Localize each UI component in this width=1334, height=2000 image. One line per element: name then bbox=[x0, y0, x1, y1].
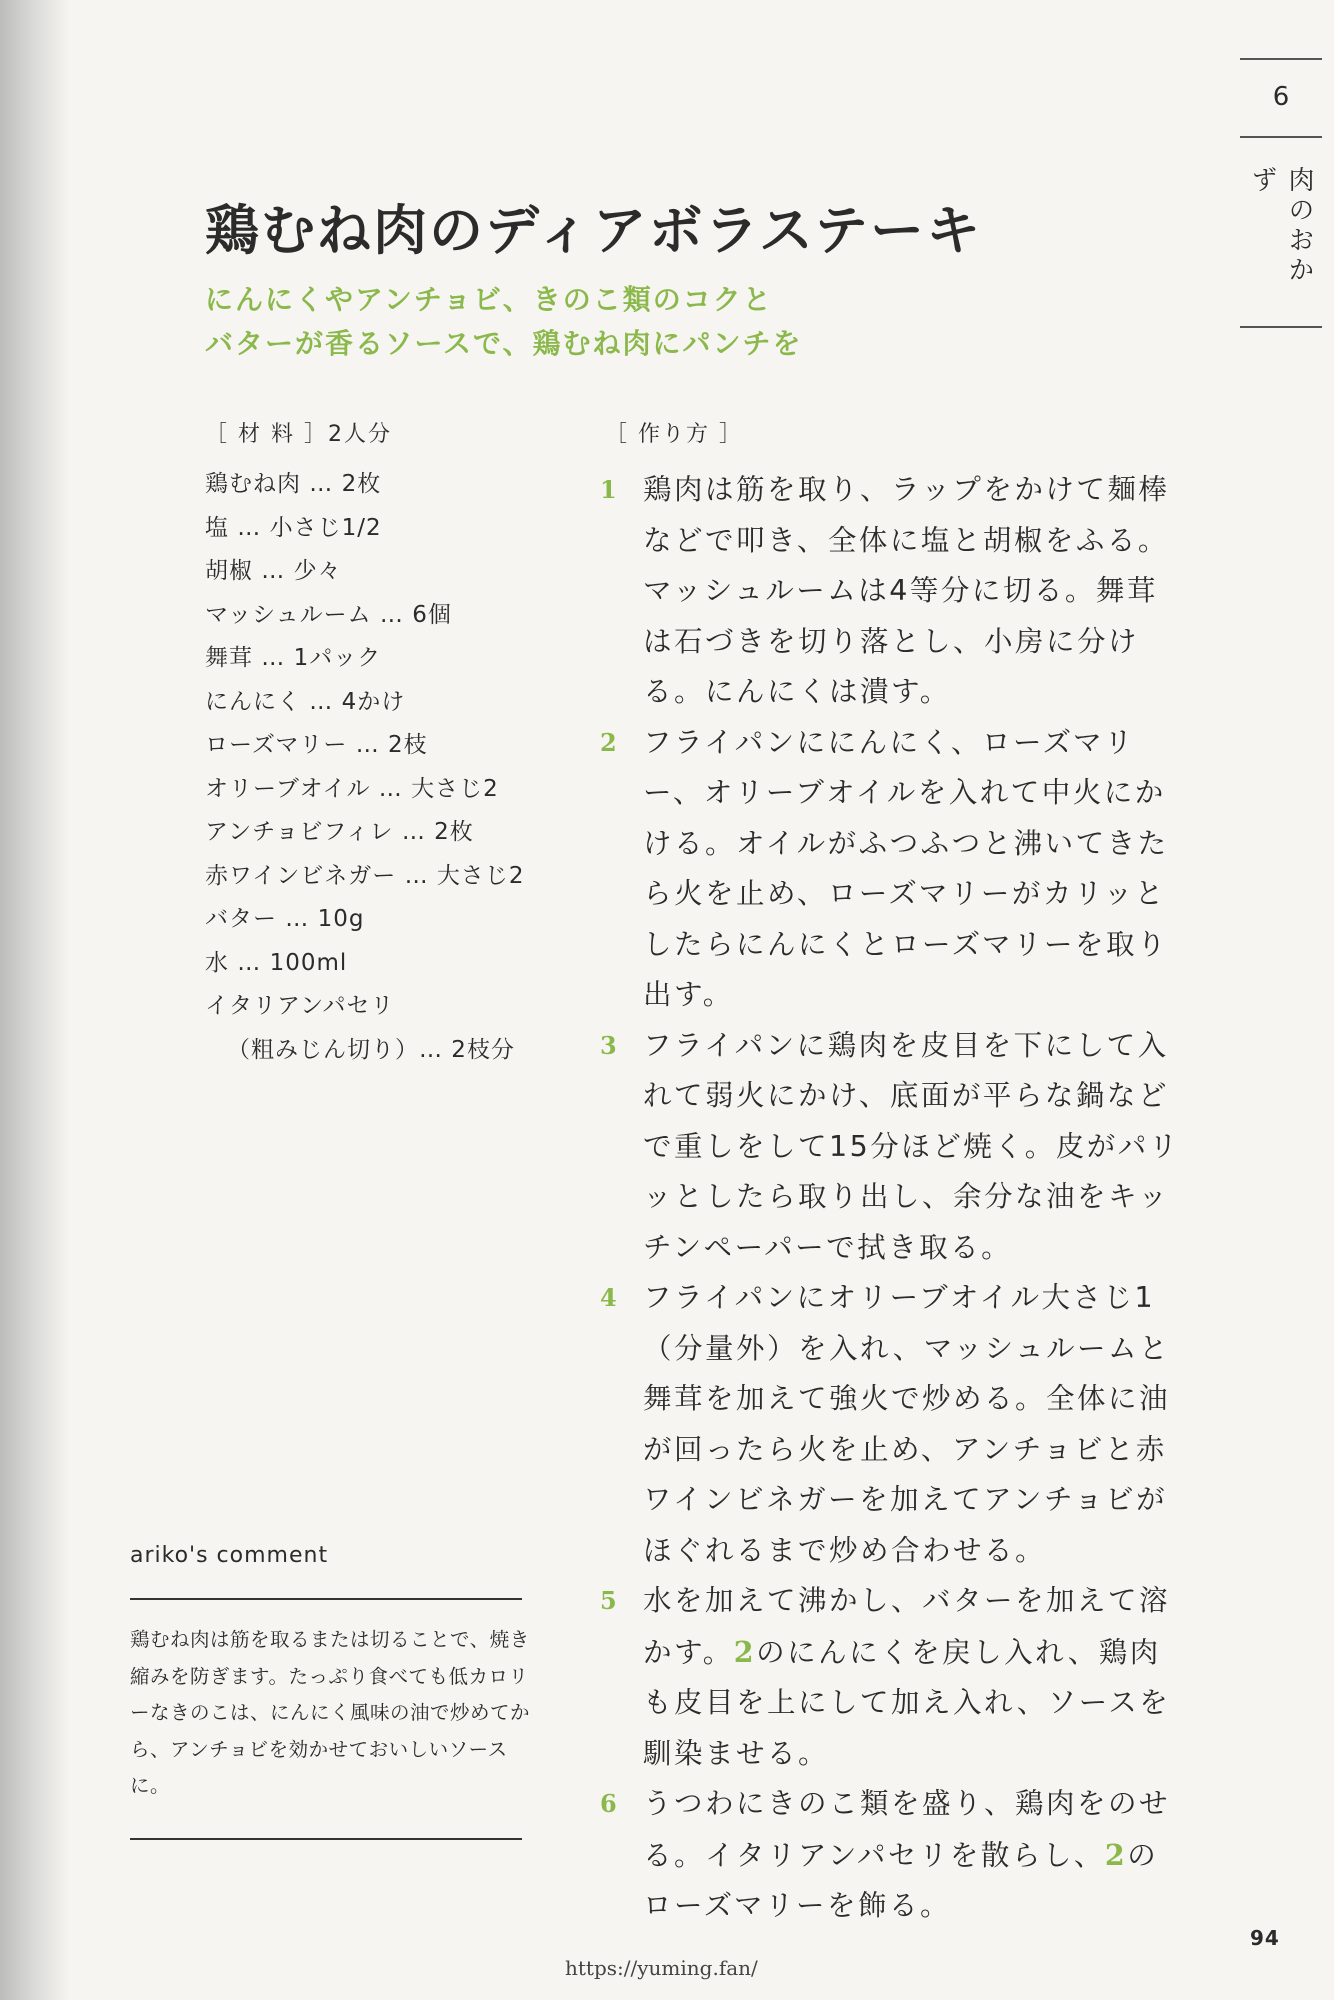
step-text: フライパンににんにく、ローズマリー、オリーブオイルを入れて中火にかける。オイルがふつふつと沸いてきたら火を止め、ローズマリーがカリッとしたらにんにくとローズマリーを取り出す。 bbox=[643, 725, 1169, 1011]
step-text bbox=[643, 1576, 1180, 1779]
chapter-number: 6 bbox=[1272, 82, 1290, 112]
step-text-part: のローズマリーを飾る。 bbox=[643, 1838, 1159, 1922]
ingredient-item: アンチョビフィレ … 2枚 bbox=[205, 819, 474, 845]
ingredient-item: 赤ワインビネガー … 大さじ2 bbox=[205, 862, 525, 889]
method-step bbox=[600, 1779, 1180, 1932]
method-step bbox=[600, 1576, 1180, 1779]
step-number: 4 bbox=[600, 1283, 617, 1312]
ingredient-item: オリーブオイル … 大さじ2 bbox=[205, 775, 499, 802]
ingredient-item: イタリアンパセリ bbox=[205, 993, 395, 1019]
ingredient-item: 鶏むね肉 … 2枚 bbox=[205, 471, 382, 497]
comment-heading: ariko's comment bbox=[130, 1543, 329, 1568]
ingredient-item: マッシュルーム … 6個 bbox=[205, 601, 452, 628]
ingredient-item: 舞茸 … 1パック bbox=[205, 645, 382, 671]
recipe-subtitle bbox=[205, 278, 802, 366]
ingredients-heading: ［ 材 料 ］2人分 bbox=[205, 422, 392, 447]
book-spine-shadow bbox=[0, 0, 70, 2000]
chapter-side-tab bbox=[1240, 58, 1322, 328]
comment-top-rule bbox=[130, 1598, 522, 1600]
step-text bbox=[643, 1779, 1180, 1932]
divider bbox=[1240, 326, 1322, 328]
step-text: 鶏肉は筋を取り、ラップをかけて麺棒などで叩き、全体に塩と胡椒をふる。マッシュルームは4等分に切る。舞茸は石づきを切り落とし、小房に分ける。にんにくは潰す。 bbox=[643, 473, 1170, 708]
step-text: フライパンにオリーブオイル大さじ1（分量外）を入れ、マッシュルームと舞茸を加えて強火で炒める。全体に油が回ったら火を止め、アンチョビと赤ワインビネガーを加えてアンチョビがほぐれるまで炒め合わせる。 bbox=[643, 1281, 1171, 1567]
ingredients-list bbox=[205, 463, 525, 1072]
method-heading: ［ 作り方 ］ bbox=[605, 422, 743, 447]
step-text-part: 水を加えて沸かし、バターを加えて溶かす。 bbox=[643, 1584, 1171, 1669]
ingredient-item: 胡椒 … 少々 bbox=[205, 558, 342, 584]
method-step bbox=[600, 718, 1180, 1021]
page-number: 94 bbox=[1250, 1926, 1280, 1950]
ingredient-item: にんにく … 4かけ bbox=[205, 688, 406, 715]
comment-text: 鶏むね肉は筋を取るまたは切ることで、焼き縮みを防ぎます。たっぷり食べても低カロリーなきのこは、にんにく風味の油で炒めてから、アンチョビを効かせておいしいソースに。 bbox=[130, 1628, 531, 1797]
chapter-title: 肉のおかず bbox=[1247, 166, 1314, 286]
step-text-part: のにんにくを戻し入れ、鶏肉も皮目を上にして加え入れ、ソースを馴染ませる。 bbox=[643, 1635, 1171, 1770]
subtitle-line: にんにくやアンチョビ、きのこ類のコクと bbox=[205, 283, 773, 316]
recipe-title: 鶏むね肉のディアボラステーキ bbox=[205, 199, 982, 262]
ingredient-item: 水 … 100ml bbox=[205, 949, 348, 976]
method-step bbox=[600, 465, 1180, 718]
watermark-url: https://yuming.fan/ bbox=[565, 1956, 758, 1980]
ingredient-item: ローズマリー … 2枝 bbox=[205, 732, 428, 758]
divider bbox=[1240, 58, 1322, 60]
step-text-part: うつわにきのこ類を盛り、鶏肉をのせる。イタリアンパセリを散らし、 bbox=[643, 1787, 1171, 1872]
step-number: 5 bbox=[600, 1586, 617, 1615]
comment-bottom-rule bbox=[130, 1838, 522, 1840]
step-number: 1 bbox=[600, 475, 617, 504]
method-step bbox=[600, 1021, 1180, 1274]
step-reference: 2 bbox=[1104, 1837, 1128, 1872]
step-number: 2 bbox=[600, 727, 617, 757]
step-text: フライパンに鶏肉を皮目を下にして入れて弱火にかけ、底面が平らな鍋などで重しをして15分ほど焼く。皮がパリッとしたら取り出し、余分な油をキッチンペーパーで拭き取る。 bbox=[643, 1028, 1180, 1264]
subtitle-line: バターが香るソースで、鶏むね肉にパンチを bbox=[205, 327, 803, 360]
ingredient-item: （粗みじん切り）… 2枝分 bbox=[227, 1036, 515, 1063]
ingredient-item: 塩 … 小さじ1/2 bbox=[205, 514, 382, 541]
step-number: 6 bbox=[600, 1789, 617, 1818]
ingredient-item: バター … 10g bbox=[205, 906, 365, 932]
step-number: 3 bbox=[600, 1030, 617, 1060]
method-step bbox=[600, 1273, 1180, 1576]
step-reference: 2 bbox=[733, 1634, 757, 1669]
method-steps bbox=[600, 465, 1180, 1932]
divider bbox=[1240, 136, 1322, 138]
